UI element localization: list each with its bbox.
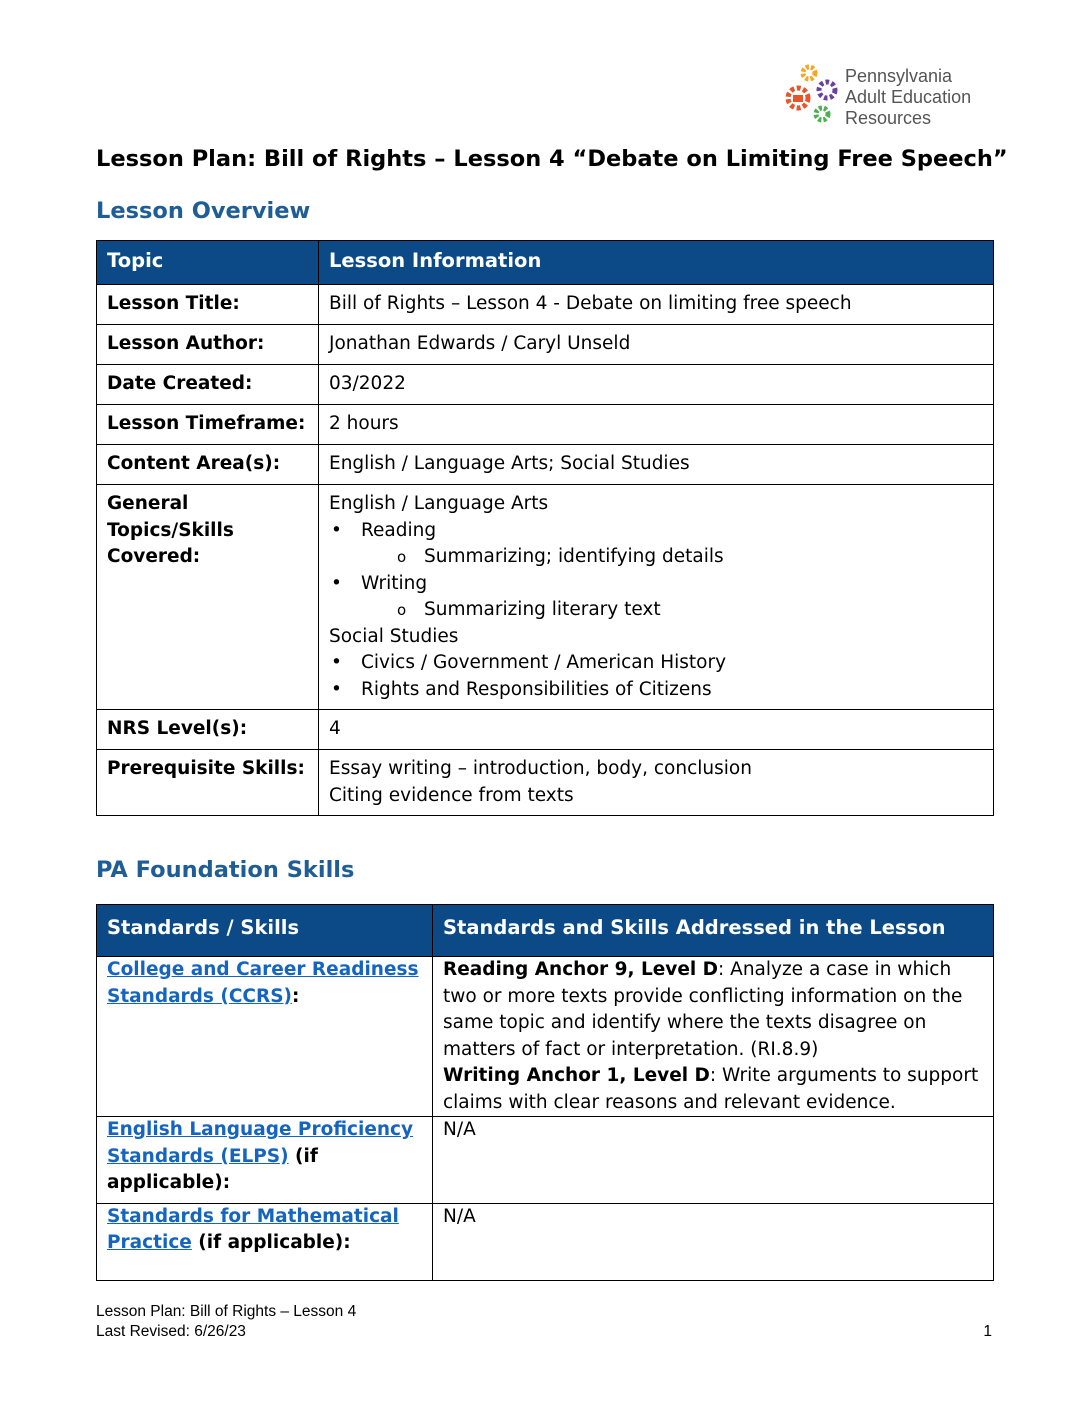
pa-foundation-skills-heading: PA Foundation Skills (96, 857, 355, 883)
writing-anchor-label: Writing Anchor 1, Level D (443, 1065, 710, 1086)
lesson-overview-heading: Lesson Overview (96, 198, 311, 224)
header-lesson-information: Lesson Information (319, 241, 994, 285)
math-suffix: (if applicable): (191, 1232, 351, 1253)
list-item (329, 518, 983, 571)
page-footer (96, 1302, 356, 1342)
row-label-content-area: Content Area(s): (97, 445, 319, 485)
table-row (97, 957, 994, 1117)
row-label-lesson-timeframe: Lesson Timeframe: (97, 405, 319, 445)
row-value-content-area: English / Language Arts; Social Studies (319, 445, 994, 485)
row-value-lesson-title: Bill of Rights – Lesson 4 - Debate on limiting free speech (319, 285, 994, 325)
social-studies-list (329, 650, 983, 703)
writing-anchor-text: : Write arguments to support claims with clear reasons and relevant evidence. (443, 1065, 979, 1113)
table-row (97, 445, 994, 485)
ccrs-suffix: : (292, 985, 300, 1007)
list-item: • Rights and Responsibilities of Citizens (329, 677, 983, 704)
row-label-date-created: Date Created: (97, 365, 319, 405)
group-english-language-arts: English / Language Arts (329, 493, 549, 514)
row-label-prerequisite-skills: Prerequisite Skills: (97, 750, 319, 816)
math-label-cell (97, 1203, 433, 1280)
header-topic: Topic (97, 241, 319, 285)
row-value-nrs-level: 4 (319, 710, 994, 750)
gears-logo-icon (781, 62, 845, 130)
table-row (97, 325, 994, 365)
list-item-reading: Reading (361, 519, 437, 541)
page-title: Lesson Plan: Bill of Rights – Lesson 4 “Debate on Limiting Free Speech” (96, 146, 1008, 172)
group-social-studies: Social Studies (329, 625, 459, 647)
table-row (97, 365, 994, 405)
list-item: o Summarizing; identifying details (361, 544, 983, 571)
reading-sub-list (361, 544, 983, 571)
table-row (97, 1117, 994, 1204)
logo-line-3: Resources (845, 108, 932, 128)
logo-line-1: Pennsylvania (845, 66, 953, 86)
page-number: 1 (983, 1323, 992, 1340)
logo-line-2: Adult Education (845, 87, 972, 107)
reading-anchor (443, 957, 983, 1063)
english-skills-list (329, 518, 983, 624)
row-label-general-topics: General Topics/Skills Covered: (97, 485, 319, 710)
table-row (97, 405, 994, 445)
header-standards-addressed: Standards and Skills Addressed in the Lesson (433, 905, 994, 957)
row-label-nrs-level: NRS Level(s): (97, 710, 319, 750)
prereq-line-2: Citing evidence from texts (329, 784, 574, 806)
table-row (97, 1203, 994, 1280)
row-value-date-created: 03/2022 (319, 365, 994, 405)
lesson-overview-table (96, 240, 994, 816)
row-label-lesson-title: Lesson Title: (97, 285, 319, 325)
table-header-row (97, 905, 994, 957)
elps-value-cell: N/A (433, 1117, 994, 1204)
footer-line-1: Lesson Plan: Bill of Rights – Lesson 4 (96, 1303, 357, 1320)
ccrs-label-cell (97, 957, 433, 1117)
row-value-lesson-author: Jonathan Edwards / Caryl Unseld (319, 325, 994, 365)
row-value-lesson-timeframe: 2 hours (319, 405, 994, 445)
ccrs-value-cell (433, 957, 994, 1117)
writing-anchor (443, 1063, 983, 1116)
table-header-row (97, 241, 994, 285)
elps-link[interactable]: English Language Proficiency Standards (ELPS) (107, 1119, 414, 1167)
pa-adult-education-logo (781, 62, 991, 130)
header-standards-skills: Standards / Skills (97, 905, 433, 957)
foundation-skills-table (96, 904, 994, 1281)
table-row (97, 285, 994, 325)
table-row (97, 710, 994, 750)
list-item-writing: Writing (361, 572, 428, 594)
row-label-lesson-author: Lesson Author: (97, 325, 319, 365)
prereq-line-1: Essay writing – introduction, body, conclusion (329, 758, 752, 779)
list-item: o Summarizing literary text (361, 597, 983, 624)
footer-line-2: Last Revised: 6/26/23 (96, 1323, 246, 1340)
list-item: • Civics / Government / American History (329, 650, 983, 677)
reading-anchor-text: : Analyze a case in which two or more texts provide conflicting information on the same topic and identify where the texts disagree on matters of fact or interpretation. (RI.8.9) (443, 959, 963, 1060)
math-value-cell: N/A (433, 1203, 994, 1280)
writing-sub-list (361, 597, 983, 624)
table-row (97, 485, 994, 710)
elps-suffix: (if applicable): (107, 1145, 318, 1193)
table-row (97, 750, 994, 816)
reading-anchor-label: Reading Anchor 9, Level D (443, 959, 719, 980)
math-practice-link[interactable]: Standards for Mathematical Practice (107, 1205, 399, 1253)
elps-label-cell (97, 1117, 433, 1204)
row-value-prerequisite-skills (319, 750, 994, 816)
ccrs-link[interactable]: College and Career Readiness Standards (CCRS) (107, 959, 419, 1007)
list-item (329, 571, 983, 624)
row-value-general-topics (319, 485, 994, 710)
